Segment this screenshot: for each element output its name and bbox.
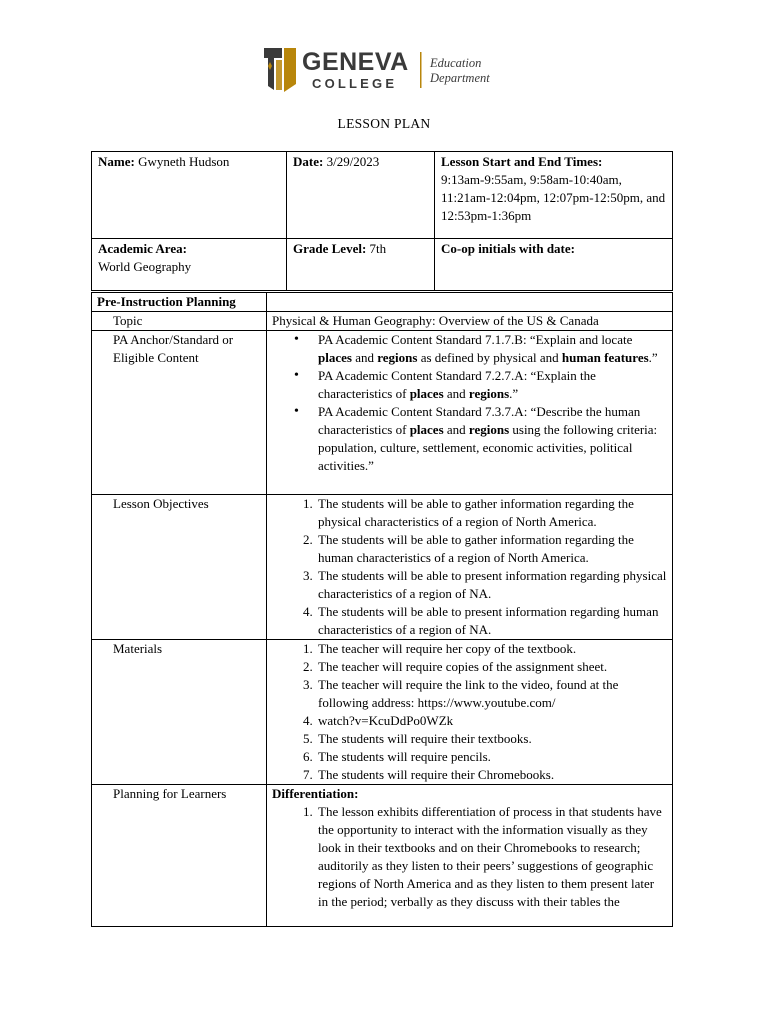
learners-cell xyxy=(267,785,673,927)
standards-list xyxy=(272,331,667,475)
material-item: 1. The teacher will require her copy of the textbook. xyxy=(316,640,667,658)
material-item: 2. The teacher will require copies of the assignment sheet. xyxy=(316,658,667,676)
materials-cell xyxy=(267,640,673,785)
coop-label: Co-op initials with date: xyxy=(441,241,575,256)
name-cell xyxy=(92,152,287,239)
area-label: Academic Area: xyxy=(98,241,187,256)
standard-item: • PA Academic Content Standard 7.1.7.B: “Explain and locate places and regions as defined by physical and human features.” xyxy=(316,331,667,367)
topic-label: Topic xyxy=(92,312,267,331)
grade-value: 7th xyxy=(366,241,387,256)
name-label: Name: xyxy=(98,154,135,169)
materials-list xyxy=(272,640,667,784)
objectives-list xyxy=(272,495,667,639)
document-title: LESSON PLAN xyxy=(337,116,431,131)
material-item: 4. watch?v=KcuDdPo0WZk xyxy=(316,712,667,730)
section-title-spacer xyxy=(267,293,673,312)
objective-item: 4. The students will be able to present information regarding human characteristics of a region of NA. xyxy=(316,603,667,639)
date-cell xyxy=(287,152,435,239)
differentiation-list xyxy=(272,803,667,911)
materials-label: Materials xyxy=(92,640,267,785)
objective-item: 1. The students will be able to gather information regarding the physical characteristics of a region of North America. xyxy=(316,495,667,531)
standards-label: PA Anchor/Standard or Eligible Content xyxy=(92,331,267,495)
name-value: Gwyneth Hudson xyxy=(134,154,230,169)
material-item: 5. The students will require their textbooks. xyxy=(316,730,667,748)
standard-item: • PA Academic Content Standard 7.2.7.A: “Explain the characteristics of places and regions.” xyxy=(316,367,667,403)
crest-icon xyxy=(264,48,296,92)
material-item: 6. The students will require pencils. xyxy=(316,748,667,766)
brand-top-text: GENEVA xyxy=(302,48,409,76)
differentiation-item: 1. The lesson exhibits differentiation of process in that students have the opportunity to interact with the information visually as they look in their textbooks and on their Chromebooks to research; auditorily as they listen to their peers’ suggestions of geographic regions of North America and as they listen to them present later in the period; verbally as they discuss with their tables the xyxy=(316,803,667,911)
date-label: Date: xyxy=(293,154,324,169)
material-item: 3. The teacher will require the link to the video, found at the following address: https://www.youtube.com/ xyxy=(316,676,667,712)
objectives-cell xyxy=(267,495,673,640)
times-value: 9:13am-9:55am, 9:58am-10:40am, 11:21am-12:04pm, 12:07pm-12:50pm, and 12:53pm-1:36pm xyxy=(441,172,666,223)
dept-line2-text: Department xyxy=(430,71,490,85)
brand-bottom-text: COLLEGE xyxy=(312,76,398,91)
logo-graphic xyxy=(262,44,510,94)
geneva-college-logo xyxy=(262,44,510,94)
logo-divider xyxy=(420,52,422,88)
times-cell xyxy=(435,152,673,239)
grade-label: Grade Level: xyxy=(293,241,367,256)
area-cell xyxy=(92,239,287,291)
section-title: Pre-Instruction Planning xyxy=(97,294,236,309)
date-value: 3/29/2023 xyxy=(323,154,380,169)
objective-item: 3. The students will be able to present information regarding physical characteristics of a region of NA. xyxy=(316,567,667,603)
objectives-label: Lesson Objectives xyxy=(92,495,267,640)
area-value: World Geography xyxy=(98,259,192,274)
coop-cell xyxy=(435,239,673,291)
times-label: Lesson Start and End Times: xyxy=(441,154,603,169)
header-table xyxy=(91,151,673,291)
dept-line1-text: Education xyxy=(430,56,482,70)
objective-item: 2. The students will be able to gather information regarding the human characteristics of a region of North America. xyxy=(316,531,667,567)
topic-value: Physical & Human Geography: Overview of the US & Canada xyxy=(267,312,673,331)
standards-cell xyxy=(267,331,673,495)
learners-label: Planning for Learners xyxy=(92,785,267,927)
grade-cell xyxy=(287,239,435,291)
section-title-cell xyxy=(92,293,267,312)
standard-item: • PA Academic Content Standard 7.3.7.A: “Describe the human characteristics of places and regions using the following criteria: population, culture, settlement, economic activities, political activities.” xyxy=(316,403,667,475)
differentiation-heading: Differentiation: xyxy=(272,786,359,801)
planning-table xyxy=(91,292,673,927)
material-item: 7. The students will require their Chromebooks. xyxy=(316,766,667,784)
